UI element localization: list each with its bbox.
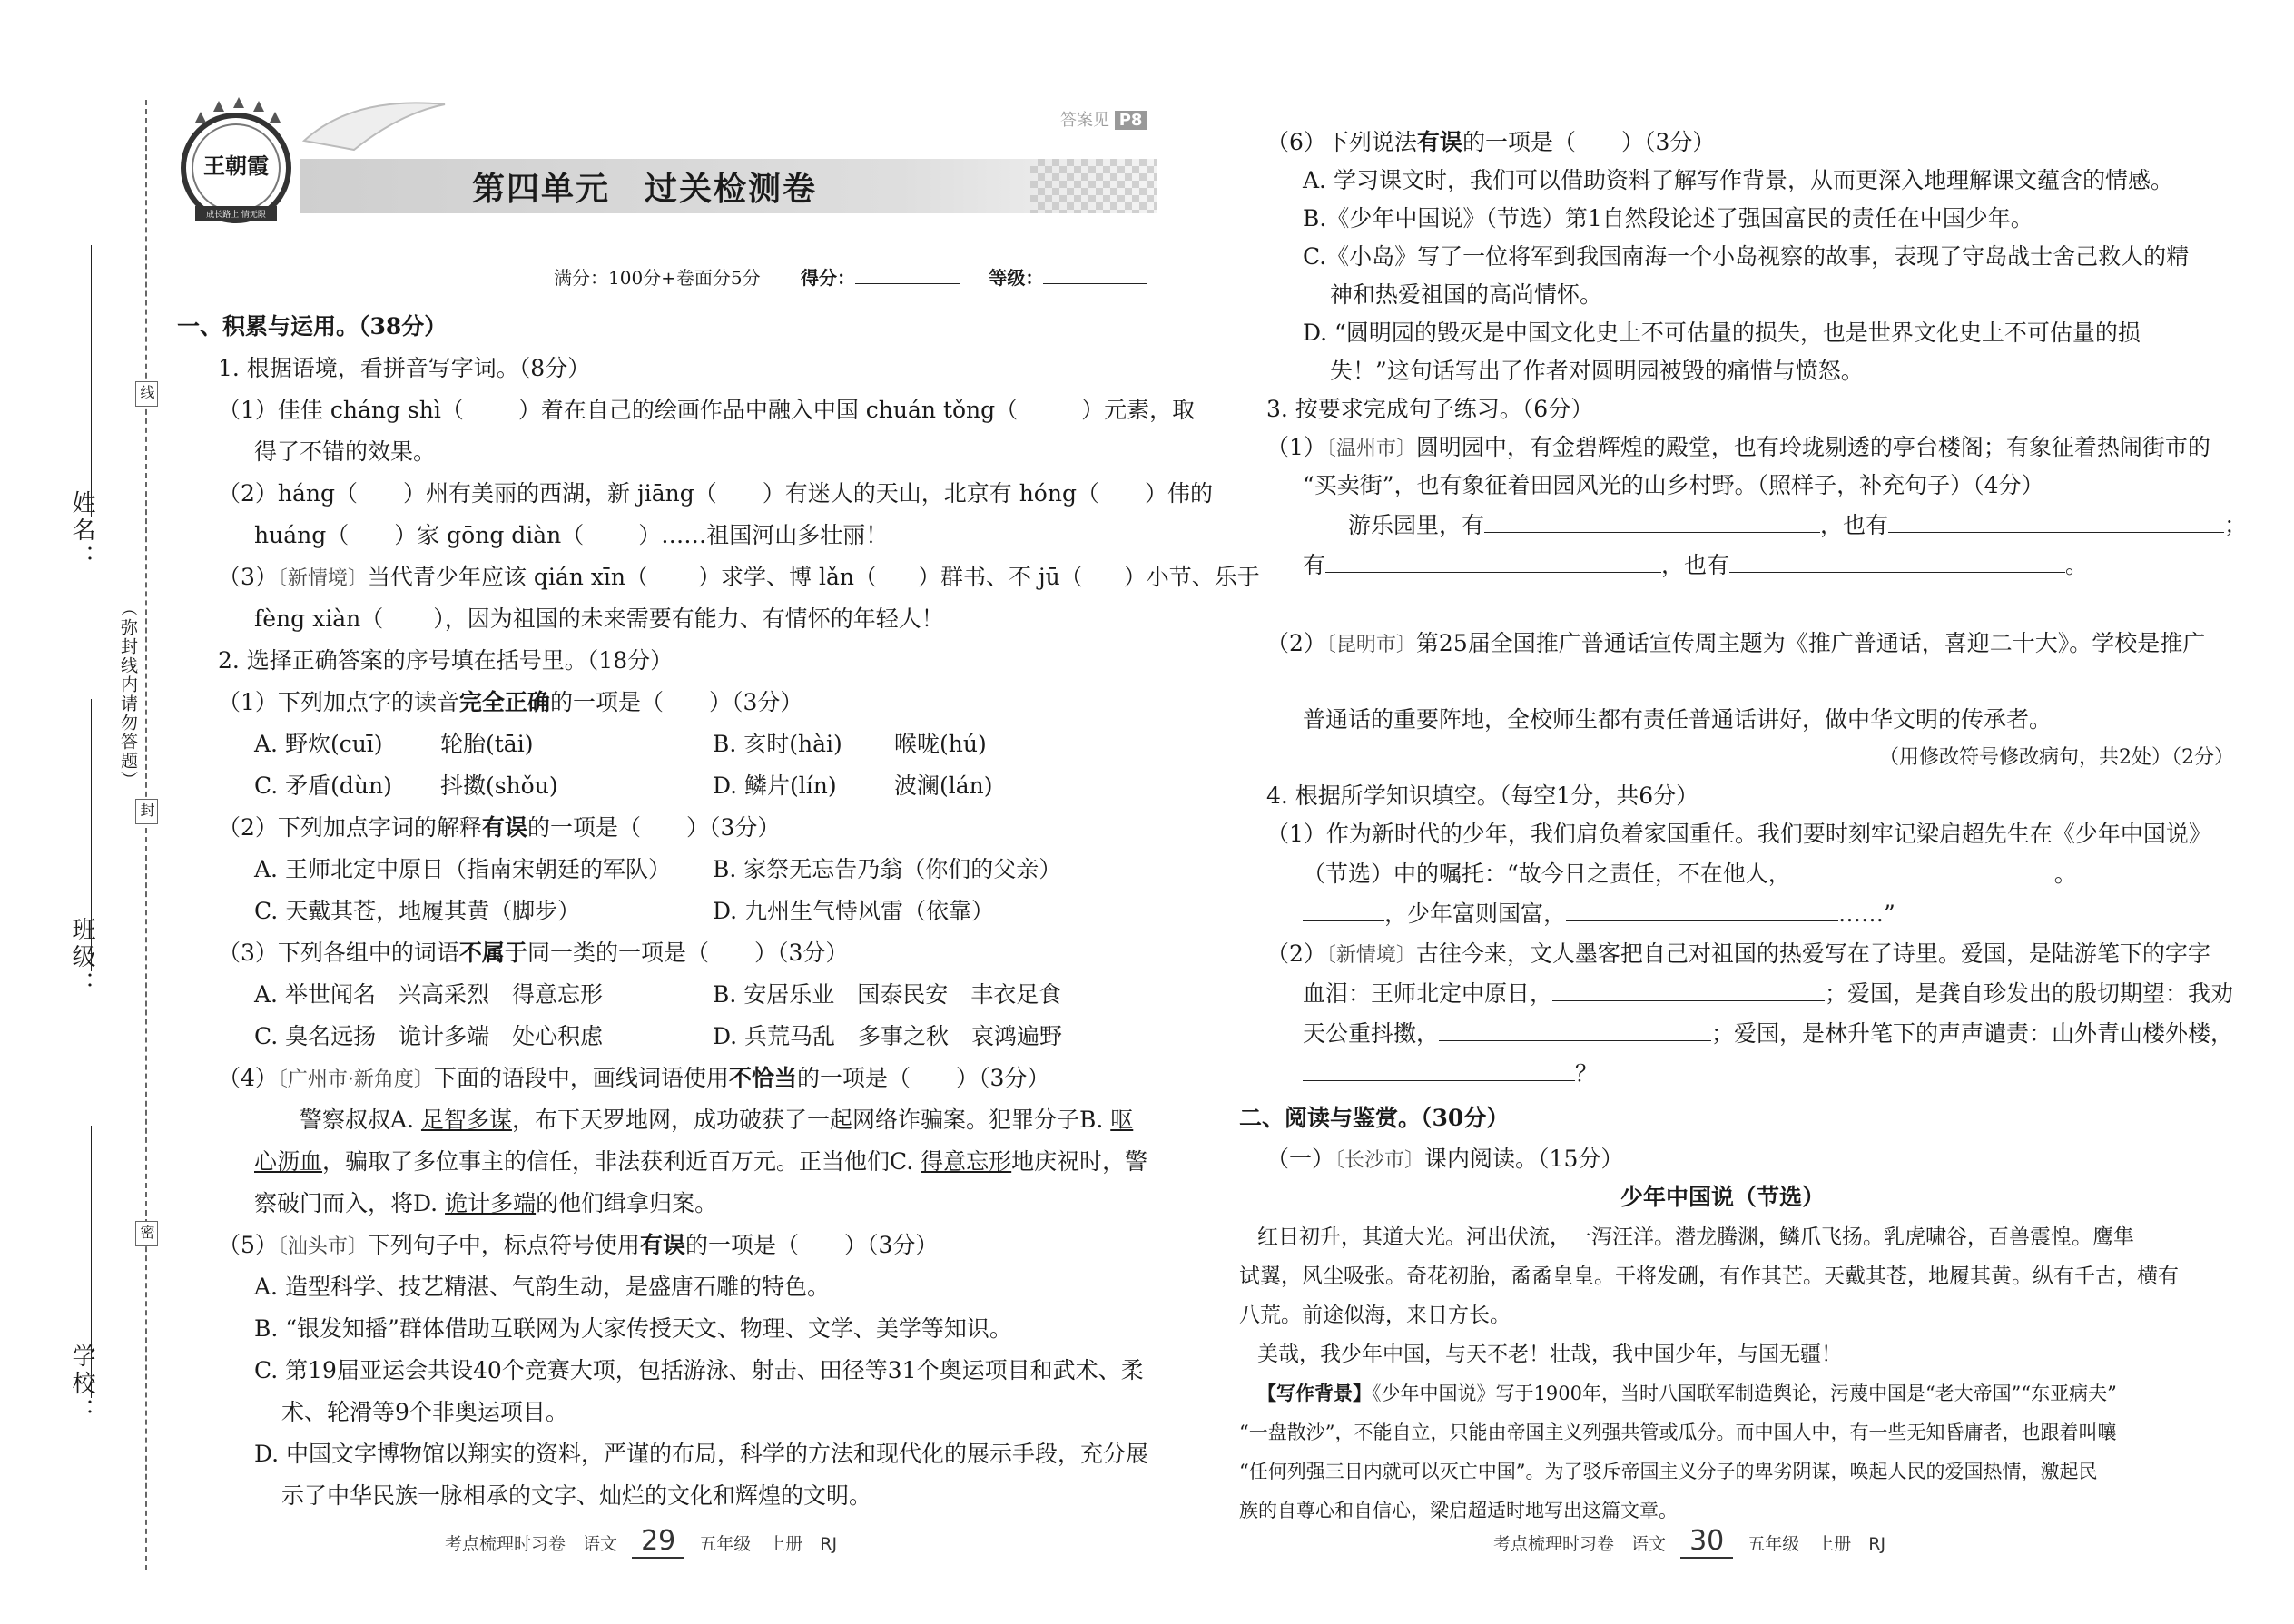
text: ）伟的 xyxy=(1144,480,1213,507)
underlined-word: 足智多谋 xyxy=(420,1107,512,1133)
q2-4-stem xyxy=(218,1063,1049,1096)
score-info: 满分：100分+卷面分5分 xyxy=(554,267,761,289)
option-c: C. 天戴其苍，地履其黄（脚步） xyxy=(254,898,581,924)
text: 血泪：王师北定中原日， xyxy=(1303,980,1553,1007)
text: ）求学、博 lǎn（ xyxy=(698,564,877,590)
text: 察破门而入，将D. xyxy=(254,1190,446,1216)
option-d: D. 九州生气恃风雷（依靠） xyxy=(713,898,995,924)
school-field-line[interactable] xyxy=(91,1126,92,1398)
background-line-3: “任何列强三日内就可以灭亡中国”。为了驳斥帝国主义分子的卑劣阴谋，唤起人民的爱国热情，激起民 xyxy=(1239,1461,2098,1482)
text: 下列句子中，标点符号使用 xyxy=(367,1232,640,1258)
answer-line[interactable] xyxy=(1888,512,2224,533)
q3-2-instruction: （用修改符号修改病句，共2处）（2分） xyxy=(1879,746,2234,769)
q3-1-line2: “买卖街”，也有象征着田园风光的山乡村野。（照样子，补充句子）（4分） xyxy=(1303,472,2044,498)
text: 天公重抖擞， xyxy=(1303,1020,1440,1047)
text: 古往今来，文人墨客把自己对祖国的热爱写在了诗里。爱国，是陆游笔下的字字 xyxy=(1415,940,2210,967)
q1-3-line1 xyxy=(218,562,1260,595)
text: （2）háng（ xyxy=(218,480,359,507)
text: 的一项是（ ）（3分） xyxy=(684,1232,939,1258)
answer-line[interactable] xyxy=(1729,552,2065,573)
q2-5-option-a[interactable]: A. 造型科学、技艺精湛、气韵生动，是盛唐石雕的特色。 xyxy=(254,1274,830,1300)
answer-line[interactable] xyxy=(1325,552,1661,573)
text: （3） xyxy=(218,564,278,590)
left-page xyxy=(159,0,1260,1624)
option-a: A. 举世闻名 兴高采烈 得意忘形 xyxy=(254,981,603,1008)
binding-mark-xian: 线 xyxy=(135,381,158,407)
underlined-word: 得意忘形 xyxy=(921,1148,1012,1175)
q4-2-line3 xyxy=(1303,1019,2233,1049)
background-line-4: 族的自尊心和自信心，梁启超适时地写出这篇文章。 xyxy=(1239,1500,1678,1521)
section-heading-2: 二、阅读与鉴赏。（30分） xyxy=(1239,1105,1510,1131)
q4-1-line1: （1）作为新时代的少年，我们肩负着家国重任。我们要时刻牢记梁启超先生在《少年中国说》 xyxy=(1266,821,2211,847)
q3-2-line1 xyxy=(1266,628,2205,661)
text: ）家 gōng diàn（ xyxy=(394,522,585,548)
binding-mark-mi: 密 xyxy=(135,1221,158,1246)
option-b2: 喉咙(hú) xyxy=(894,731,987,757)
q4-2-line1 xyxy=(1266,939,2210,971)
grade-label: 等级： xyxy=(989,267,1044,289)
q2-5-option-c-cont: 术、轮滑等9个非奥运项目。 xyxy=(281,1399,568,1425)
text: 。 xyxy=(2065,552,2089,578)
q2-3-stem xyxy=(218,938,848,969)
passage-line-1: 红日初升，其道大光。河出伏流，一泻汪洋。潜龙腾渊，鳞爪飞扬。乳虎啸谷，百兽震惶。鹰隼 xyxy=(1257,1225,2134,1249)
context-tag: 〔昆明市〕 xyxy=(1325,634,1416,656)
text: 地庆祝时，警 xyxy=(1011,1148,1148,1175)
text: （5） xyxy=(218,1232,278,1258)
text: ；爱国，是林升笔下的声声谴责：山外青山楼外楼， xyxy=(1711,1020,2234,1047)
q4-1-line3 xyxy=(1303,899,1895,930)
background-line-2: “一盘散沙”，不能自立，只能由帝国主义列强共管或瓜分。而中国人中，有一些无知昏庸者，也跟着叫嚷 xyxy=(1239,1422,2117,1443)
page-number: 29 xyxy=(632,1525,684,1559)
text: （6）下列说法 xyxy=(1266,129,1417,155)
question-3: 3. 按要求完成句子练习。（6分） xyxy=(1266,396,1594,422)
option-b: B. 亥时(hài) xyxy=(713,731,842,757)
text: ）元素，取 xyxy=(1081,397,1196,423)
q2-5-option-b[interactable]: B. “银发知播”群体借助互联网为大家传授天文、物理、文学、美学等知识。 xyxy=(254,1315,1012,1342)
class-field-line[interactable] xyxy=(91,699,92,971)
text: 同一类的一项是（ ）（3分） xyxy=(527,940,849,966)
background-line-1 xyxy=(1257,1378,2117,1409)
reading-1-heading xyxy=(1266,1144,1623,1176)
text: 课内阅读。（15分） xyxy=(1424,1146,1624,1172)
option-a: A. 野炊(cuī) xyxy=(254,731,383,757)
q2-6-option-c-cont: 神和热爱祖国的高尚情怀。 xyxy=(1330,281,1603,308)
text: ）……祖国河山多壮丽！ xyxy=(638,522,889,548)
right-page xyxy=(1239,0,2248,1624)
q1-1-line1 xyxy=(218,395,1195,426)
context-tag: 〔广州市·新角度〕 xyxy=(277,1068,434,1091)
q2-6-option-d[interactable]: D. “圆明园的毁灭是中国文化史上不可估量的损失，也是世界文化史上不可估量的损 xyxy=(1303,320,2141,346)
text: 下面的语段中，画线词语使用 xyxy=(433,1065,729,1091)
name-field-line[interactable] xyxy=(91,245,92,517)
option-b: B. 家祭无忘告乃翁（你们的父亲） xyxy=(713,856,1062,882)
text: （3）下列各组中的词语 xyxy=(218,940,459,966)
emphasis: 不恰当 xyxy=(728,1065,797,1091)
option-b: B. 安居乐业 国泰民安 丰衣足食 xyxy=(713,981,1062,1008)
q1-1-line2: 得了不错的效果。 xyxy=(254,438,437,465)
answer-ref-page: P8 xyxy=(1115,111,1147,130)
text: ）州有美丽的西湖，新 jiāng（ xyxy=(403,480,717,507)
q2-6-option-b[interactable]: B.《少年中国说》（节选）第1自然段论述了强国富民的责任在中国少年。 xyxy=(1303,205,2033,231)
text: （1）下列加点字的读音 xyxy=(218,689,459,715)
text: ？ xyxy=(1575,1060,1599,1087)
q2-2-stem xyxy=(218,812,780,843)
q2-4-passage-2 xyxy=(254,1147,1147,1177)
text: ，也有 xyxy=(1661,552,1730,578)
footer-grade: 五年级 上册 RJ xyxy=(1748,1534,1886,1554)
text: 《少年中国说》写于1900年，当时八国联军制造舆论，污蔑中国是“老大帝国”“东亚病夫” xyxy=(1372,1383,2117,1404)
text: （2）下列加点字词的解释 xyxy=(218,814,482,841)
text: huáng（ xyxy=(254,522,350,548)
school-label: 学校： xyxy=(68,1343,95,1425)
text: （2） xyxy=(1266,940,1326,967)
option-c: C. 臭名远扬 诡计多端 处心积虑 xyxy=(254,1023,604,1049)
text: 游乐园里，有 xyxy=(1348,512,1485,538)
text: 当代青少年应该 qián xīn（ xyxy=(367,564,649,590)
text: 的一项是（ ）（3分） xyxy=(796,1065,1050,1091)
page-number: 30 xyxy=(1680,1525,1733,1559)
answer-line[interactable] xyxy=(1791,861,2054,881)
answer-line[interactable] xyxy=(1439,1020,1711,1041)
context-tag: 〔长沙市〕 xyxy=(1334,1149,1425,1172)
q3-1-line1 xyxy=(1266,432,2210,465)
footer-book: 考点梳理时习卷 语文 xyxy=(445,1534,618,1554)
class-label: 班级： xyxy=(68,917,95,999)
text: 圆明园中，有金碧辉煌的殿堂，也有玲珑剔透的亭台楼阁；有象征着热闹街市的 xyxy=(1415,434,2210,460)
q3-2-line2[interactable]: 普通话的重要阵地，全校师生都有责任普通话讲好，做中华文明的传承者。 xyxy=(1303,706,2053,733)
q4-2-line4 xyxy=(1303,1058,1598,1089)
text: （4） xyxy=(218,1065,278,1091)
text: ）着在自己的绘画作品中融入中国 chuán tǒng（ xyxy=(517,397,1019,423)
q2-4-passage-1 xyxy=(300,1105,1133,1136)
score-label: 得分： xyxy=(801,267,856,289)
text: ）小节、乐于 xyxy=(1123,564,1260,590)
binding-mark-feng: 封 xyxy=(135,799,158,824)
emphasis: 有误 xyxy=(481,814,527,841)
text: 警察叔叔A. xyxy=(300,1107,421,1133)
footer-book: 考点梳理时习卷 语文 xyxy=(1493,1534,1667,1554)
text: 。 xyxy=(2053,861,2077,887)
q1-3-line2 xyxy=(254,604,944,635)
q1-2-line2 xyxy=(254,520,888,551)
text: （1） xyxy=(1266,434,1326,460)
q2-6-option-d-cont: 失！”这句话写出了作者对圆明园被毁的痛惜与愤怒。 xyxy=(1330,358,1864,384)
context-tag: 〔新情境〕 xyxy=(1325,944,1416,967)
text: fèng xiàn（ xyxy=(254,605,384,632)
q2-5-stem xyxy=(218,1230,938,1263)
binding-dashed-line xyxy=(145,100,147,1570)
section-heading-1: 一、积累与运用。（38分） xyxy=(177,313,448,340)
option-a2: 轮胎(tāi) xyxy=(440,731,534,757)
option-a: A. 王师北定中原日（指南宋朝廷的军队） xyxy=(254,856,671,882)
answer-line[interactable] xyxy=(1566,901,1838,921)
logo-subtext: 成长路上 情无限 xyxy=(206,211,266,220)
context-tag: 〔新情境〕 xyxy=(277,567,368,590)
q1-2-line1 xyxy=(218,478,1213,509)
emphasis: 有误 xyxy=(1416,129,1462,155)
underlined-word: 诡计多端 xyxy=(445,1190,537,1216)
answer-line[interactable] xyxy=(2077,861,2286,881)
q2-6-option-c[interactable]: C.《小岛》写了一位将军到我国南海一个小岛视察的故事，表现了守岛战士舍己救人的精 xyxy=(1303,243,2190,270)
text: 有 xyxy=(1303,552,1326,578)
logo-text: 王朝霞 xyxy=(203,153,269,179)
underlined-word: 呕 xyxy=(1110,1107,1134,1133)
text: （节选）中的嘱托：“故今日之责任，不在他人， xyxy=(1303,861,1791,887)
option-c: C. 矛盾(dùn) xyxy=(254,773,392,799)
page-title: 第四单元 过关检测卷 xyxy=(472,171,818,208)
binding-note: （弥封线内请勿答题） xyxy=(118,599,138,790)
text: ）有迷人的天山，北京有 hóng（ xyxy=(762,480,1099,507)
passage-line-2: 试翼，风尘吸张。奇花初胎，矞矞皇皇。干将发硎，有作其芒。天戴其苍，地履其黄。纵有千古，横有 xyxy=(1239,1265,2179,1288)
text: ，骗取了多位事主的信任，非法获利近百万元。正当他们C. xyxy=(322,1148,921,1175)
passage-line-3: 八荒。前途似海，来日方长。 xyxy=(1239,1304,1511,1327)
q2-1-stem xyxy=(218,687,802,718)
q4-1-line2 xyxy=(1303,859,2286,890)
option-d: D. 兵荒马乱 多事之秋 哀鸿遍野 xyxy=(713,1023,1063,1049)
passage-title: 少年中国说（节选） xyxy=(1620,1184,1826,1210)
q3-1-fill-line2 xyxy=(1303,550,2088,581)
option-d2: 波澜(lán) xyxy=(894,773,993,799)
q3-1-fill-line1 xyxy=(1348,510,2247,541)
text: ），因为祖国的未来需要有能力、有情怀的年轻人！ xyxy=(433,605,944,632)
text: （1）佳佳 cháng shì（ xyxy=(218,397,464,423)
text: 的一项是（ ）（3分） xyxy=(527,814,781,841)
question-2: 2. 选择正确答案的序号填在括号里。（18分） xyxy=(218,647,674,674)
text: ）群书、不 jū（ xyxy=(917,564,1083,590)
q2-5-option-c[interactable]: C. 第19届亚运会共设40个竞赛大项，包括游泳、射击、田径等31个奥运项目和武术、柔 xyxy=(254,1357,1144,1383)
underlined-word: 心沥血 xyxy=(254,1148,323,1175)
footer-grade: 五年级 上册 RJ xyxy=(699,1534,838,1554)
text: ，也有 xyxy=(1820,512,1889,538)
q2-6-stem xyxy=(1266,127,1715,158)
answer-line[interactable] xyxy=(1303,901,1384,921)
text: ，少年富则国富， xyxy=(1384,901,1567,927)
footer-left xyxy=(445,1525,837,1559)
context-tag: 〔汕头市〕 xyxy=(277,1235,368,1258)
q4-2-line2 xyxy=(1303,979,2233,1009)
q2-4-passage-3 xyxy=(254,1188,717,1219)
q2-5-option-d-cont: 示了中华民族一脉相承的文字、灿烂的文化和辉煌的文明。 xyxy=(281,1482,872,1509)
text: ……” xyxy=(1838,901,1895,927)
footer-right xyxy=(1493,1525,1885,1559)
option-d: D. 鳞片(lín) xyxy=(713,773,837,799)
emphasis: 有误 xyxy=(639,1232,685,1258)
text: 的他们缉拿归案。 xyxy=(536,1190,718,1216)
question-1: 1. 根据语境，看拼音写字词。（8分） xyxy=(218,355,591,381)
option-c2: 抖擞(shǒu) xyxy=(440,773,558,799)
text: （一） xyxy=(1266,1146,1335,1172)
text: 的一项是（ ）（3分） xyxy=(1462,129,1716,155)
answer-line[interactable] xyxy=(1552,980,1825,1001)
emphasis: 不属于 xyxy=(458,940,527,966)
answer-line[interactable] xyxy=(1303,1060,1575,1081)
context-tag: 〔温州市〕 xyxy=(1325,438,1416,460)
q2-6-option-a[interactable]: A. 学习课文时，我们可以借助资料了解写作背景，从而更深入地理解课文蕴含的情感。 xyxy=(1303,167,2173,193)
name-label: 姓名： xyxy=(68,490,95,572)
binding-margin xyxy=(0,0,159,1624)
text: 的一项是（ ）（3分） xyxy=(549,689,803,715)
background-label: 【写作背景】 xyxy=(1257,1382,1372,1404)
text: ，布下天罗地网，成功破获了一起网络诈骗案。犯罪分子B. xyxy=(511,1107,1111,1133)
question-4: 4. 根据所学知识填空。（每空1分，共6分） xyxy=(1266,782,1699,809)
text: ；爱国，是龚自珍发出的殷切期望：我劝 xyxy=(1825,980,2234,1007)
answer-line[interactable] xyxy=(1484,512,1820,533)
answer-ref-label: 答案见 xyxy=(1060,111,1109,130)
q2-5-option-d[interactable]: D. 中国文字博物馆以翔实的资料，严谨的布局，科学的方法和现代化的展示手段，充分展 xyxy=(254,1441,1149,1467)
text: 第25届全国推广普通话宣传周主题为《推广普通话，喜迎二十大》。学校是推广 xyxy=(1415,630,2206,656)
text: （2） xyxy=(1266,630,1326,656)
text: ； xyxy=(2224,512,2248,538)
emphasis: 完全正确 xyxy=(458,689,550,715)
passage-line-4: 美哉，我少年中国，与天不老！壮哉，我中国少年，与国无疆！ xyxy=(1257,1343,1842,1366)
